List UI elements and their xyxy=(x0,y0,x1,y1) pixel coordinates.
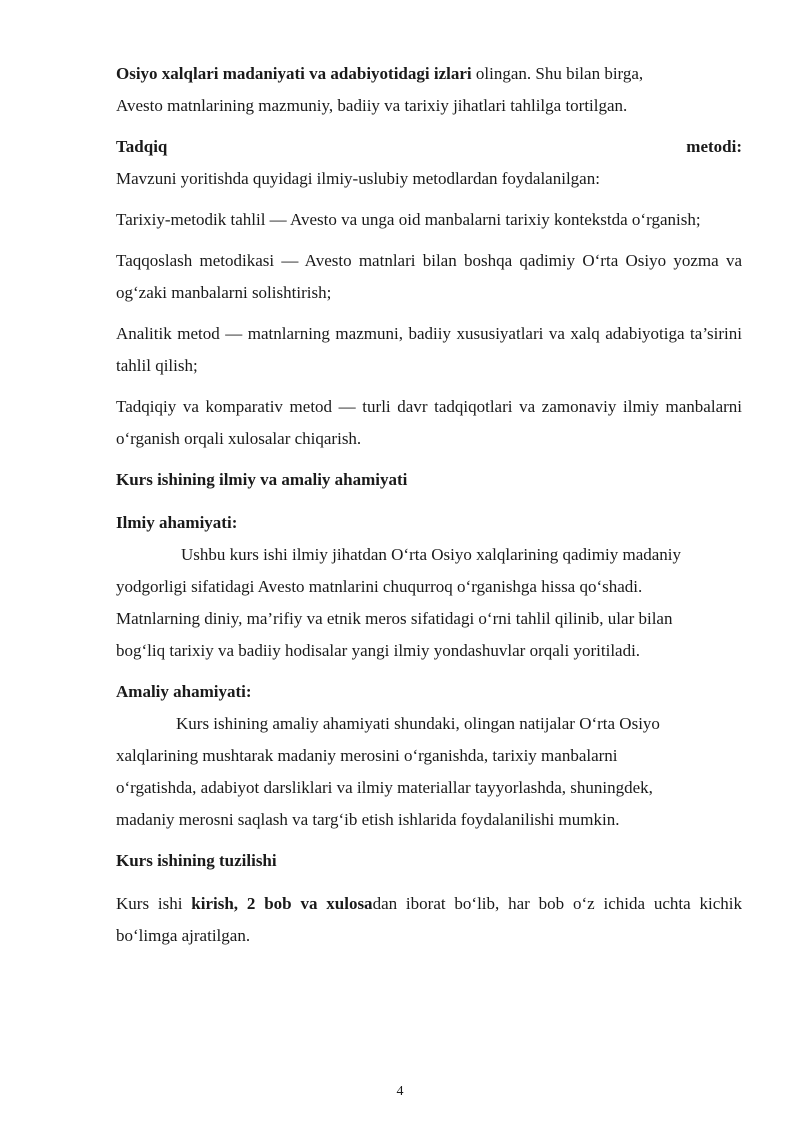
intro-line-1 xyxy=(116,58,742,90)
intro-line-2: Avesto matnlarining mazmuniy, badiiy va tarixiy jihatlari tahlilga tortilgan. xyxy=(116,96,628,115)
method-lead: Mavzuni yoritishda quyidagi ilmiy-uslubiy metodlardan foydalanilgan: xyxy=(116,169,600,188)
intro-rest-text: olingan. Shu bilan birga, xyxy=(471,64,644,83)
practical-line-4: madaniy merosni saqlash va targ‘ib etish ishlarida foydalanilishi mumkin. xyxy=(116,810,620,829)
method-heading-right: metodi: xyxy=(686,137,742,156)
structure-text-after: dan iborat bo‘lib, har bob o‘z ichida uchta kichik bo‘limga ajratilgan. xyxy=(116,894,742,945)
method-item-4: Tadqiqiy va komparativ metod — turli davr tadqiqotlari va zamonaviy ilmiy manbalarni o‘rganish orqali xulosalar chiqarish. xyxy=(116,397,742,448)
structure-heading: Kurs ishining tuzilishi xyxy=(116,851,277,870)
scientific-line-4: bog‘liq tarixiy va badiiy hodisalar yangi ilmiy yondashuvlar orqali yoritiladi. xyxy=(116,641,641,660)
scientific-line-3: Matnlarning diniy, ma’rifiy va etnik meros sifatidagi o‘rni tahlil qilinib, ular bilan xyxy=(116,609,673,628)
method-item-3: Analitik metod — matnlarning mazmuni, badiiy xususiyatlari va xalq adabiyotiga ta’sirini tahlil qilish; xyxy=(116,324,742,375)
structure-bold-text: kirish, 2 bob va xulosa xyxy=(191,894,373,913)
method-item-2: Taqqoslash metodikasi — Avesto matnlari bilan boshqa qadimiy O‘rta Osiyo yozma va og‘zaki manbalarni solishtirish; xyxy=(116,251,742,302)
scientific-line-1: Ushbu kurs ishi ilmiy jihatdan O‘rta Osiyo xalqlarining qadimiy madaniy xyxy=(181,545,682,564)
method-heading-left: Tadqiq xyxy=(116,137,168,156)
scientific-heading: Ilmiy ahamiyati: xyxy=(116,513,238,532)
practical-heading: Amaliy ahamiyati: xyxy=(116,682,252,701)
practical-line-2: xalqlarining mushtarak madaniy merosini o‘rganishda, tarixiy manbalarni xyxy=(116,746,618,765)
method-heading xyxy=(116,131,742,163)
document-page xyxy=(116,58,742,952)
practical-line-1: Kurs ishining amaliy ahamiyati shundaki, olingan natijalar O‘rta Osiyo xyxy=(176,714,660,733)
scientific-line-2: yodgorligi sifatidagi Avesto matnlarini chuqurroq o‘rganishga hissa qo‘shadi. xyxy=(116,577,643,596)
structure-text xyxy=(116,888,742,952)
intro-bold-text: Osiyo xalqlari madaniyati va adabiyotidagi izlari xyxy=(116,64,472,83)
page-number: 4 xyxy=(396,1084,404,1099)
significance-heading: Kurs ishining ilmiy va amaliy ahamiyati xyxy=(116,470,408,489)
practical-line-3: o‘rgatishda, adabiyot darsliklari va ilmiy materiallar tayyorlashda, shuningdek, xyxy=(116,778,653,797)
method-item-1: Tarixiy-metodik tahlil — Avesto va unga oid manbalarni tarixiy kontekstda o‘rganish; xyxy=(116,210,701,229)
structure-text-before: Kurs ishi xyxy=(116,894,192,913)
